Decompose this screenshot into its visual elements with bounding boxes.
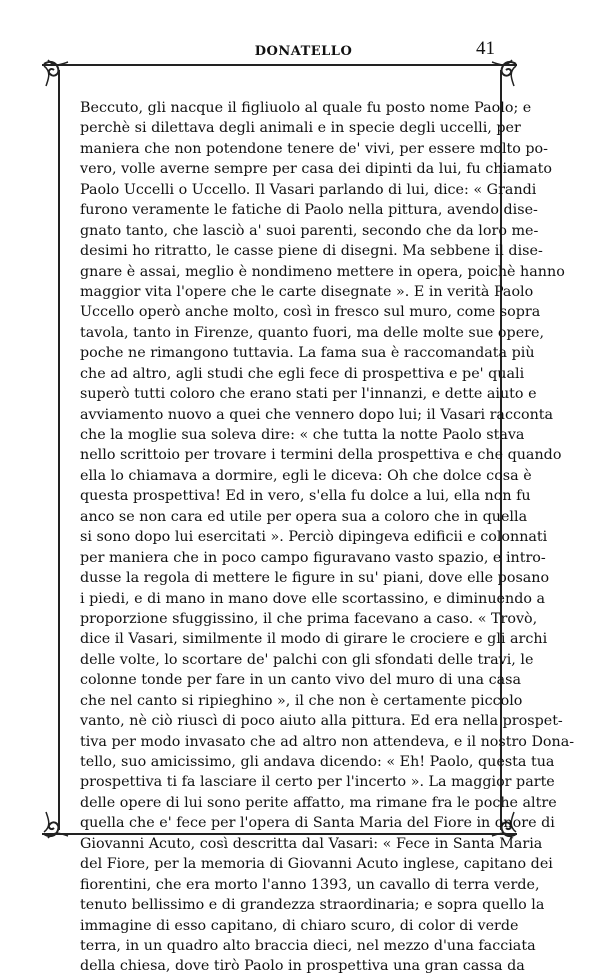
body-text: [80, 98, 575, 977]
header-title: DONATELLO: [254, 44, 353, 59]
text-line: si sono dopo lui esercitati ». Perciò dipingeva edificii e colonnati: [80, 529, 548, 546]
corner-ornament-bottom-left-icon: [42, 808, 74, 840]
corner-ornament-top-left-icon: [42, 58, 74, 90]
text-line: gnare è assai, meglio è nondimeno mettere in opera, poichè hanno: [80, 263, 565, 280]
frame-left-rule: [58, 70, 60, 830]
text-line: tavola, tanto in Firenze, quanto fuori, ma delle molte sue opere,: [80, 324, 544, 341]
text-line: vanto, nè ciò riuscì di poco aiuto alla pittura. Ed era nella prospet-: [80, 713, 563, 730]
text-line: nello scrittoio per trovare i termini della prospettiva e che quando: [80, 447, 562, 464]
text-line: dice il Vasari, similmente il modo di girare le crociere e gli archi: [80, 631, 548, 648]
text-line: proporzione sfuggissino, il che prima facevano a caso. « Trovò,: [80, 610, 538, 627]
text-line: delle opere di lui sono perite affatto, ma rimane fra le poche altre: [80, 794, 557, 811]
text-line: desimi ho ritratto, le casse piene di disegni. Ma sebbene il dise-: [80, 243, 543, 260]
text-line: del Fiore, per la memoria di Giovanni Acuto inglese, capitano dei: [80, 856, 553, 873]
text-line: avviamento nuovo a quei che vennero dopo lui; il Vasari racconta: [80, 406, 554, 423]
text-line: questa prospettiva! Ed in vero, s'ella fu dolce a lui, ella non fu: [80, 488, 531, 505]
page-number: 41: [476, 38, 495, 59]
text-line: quella che e' fece per l'opera di Santa Maria del Fiore in onore di: [80, 815, 555, 832]
text-line: dusse la regola di mettere le figure in su' piani, dove elle posano: [80, 570, 550, 587]
corner-ornament-top-right-icon: [486, 58, 518, 90]
text-line: per maniera che in poco campo figuravano vasto spazio, e intro-: [80, 549, 546, 566]
text-line: i piedi, e di mano in mano dove elle scortassino, e diminuendo a: [80, 590, 546, 607]
text-line: Giovanni Acuto, così descritta dal Vasari: « Fece in Santa Maria: [80, 835, 543, 852]
text-line: che nel canto si ripieghino », il che non è certamente piccolo: [80, 692, 523, 709]
text-line: ella lo chiamava a dormire, egli le diceva: Oh che dolce cosa è: [80, 467, 532, 484]
text-line: perchè si dilettava degli animali e in specie degli uccelli, per: [80, 120, 521, 137]
text-line: Uccello operò anche molto, così in fresco sul muro, come sopra: [80, 304, 541, 321]
text-line: vero, volle averne sempre per casa dei dipinti da lui, fu chiamato: [80, 161, 552, 178]
text-line: terra, in un quadro alto braccia dieci, nel mezzo d'una facciata: [80, 937, 536, 954]
text-line: che ad altro, agli studi che egli fece di prospettiva e pe' quali: [80, 365, 525, 382]
text-line: della chiesa, dove tirò Paolo in prospettiva una gran cassa da: [80, 958, 525, 975]
text-line: furono veramente le fatiche di Paolo nella pittura, avendo dise-: [80, 202, 538, 219]
text-line: tiva per modo invasato che ad altro non attendeva, e il nostro Dona-: [80, 733, 575, 750]
text-line: che la moglie sua soleva dire: « che tutta la notte Paolo stava: [80, 427, 525, 443]
text-line: Beccuto, gli nacque il figliuolo al quale fu posto nome Paolo; e: [80, 100, 532, 116]
text-line: delle volte, lo scortare de' palchi con gli sfondati delle travi, le: [80, 651, 534, 668]
text-line: poche ne rimangono tuttavia. La fama sua è raccomandata più: [80, 345, 535, 362]
text-line: gnato tanto, che lasciò a' suoi parenti, secondo che da loro me-: [80, 222, 539, 239]
text-line: colonne tonde per fare in un canto vivo del muro di una casa: [80, 672, 522, 689]
text-line: tenuto bellissimo e di grandezza straordinaria; e sopra quello la: [80, 897, 545, 914]
text-line: maggior vita l'opere che le carte disegnate ». E in verità Paolo: [80, 283, 534, 300]
text-line: anco se non cara ed utile per opera sua a coloro che in quella: [80, 508, 528, 525]
text-line: fiorentini, che era morto l'anno 1393, un cavallo di terra verde,: [80, 876, 540, 893]
frame-top-rule: [42, 64, 517, 66]
text-line: superò tutti coloro che erano stati per l'innanzi, e dette aiuto e: [80, 386, 537, 403]
text-line: tello, suo amicissimo, gli andava dicendo: « Eh! Paolo, questa tua: [80, 754, 555, 770]
text-line: immagine di esso capitano, di chiaro scuro, di color di verde: [80, 917, 519, 934]
text-line: Paolo Uccelli o Uccello. Il Vasari parlando di lui, dice: « Grandi: [80, 181, 537, 198]
text-line: maniera che non potendone tenere de' vivi, per essere molto po-: [80, 140, 548, 157]
text-line: prospettiva ti fa lasciare il certo per l'incerto ». La maggior parte: [80, 774, 555, 791]
